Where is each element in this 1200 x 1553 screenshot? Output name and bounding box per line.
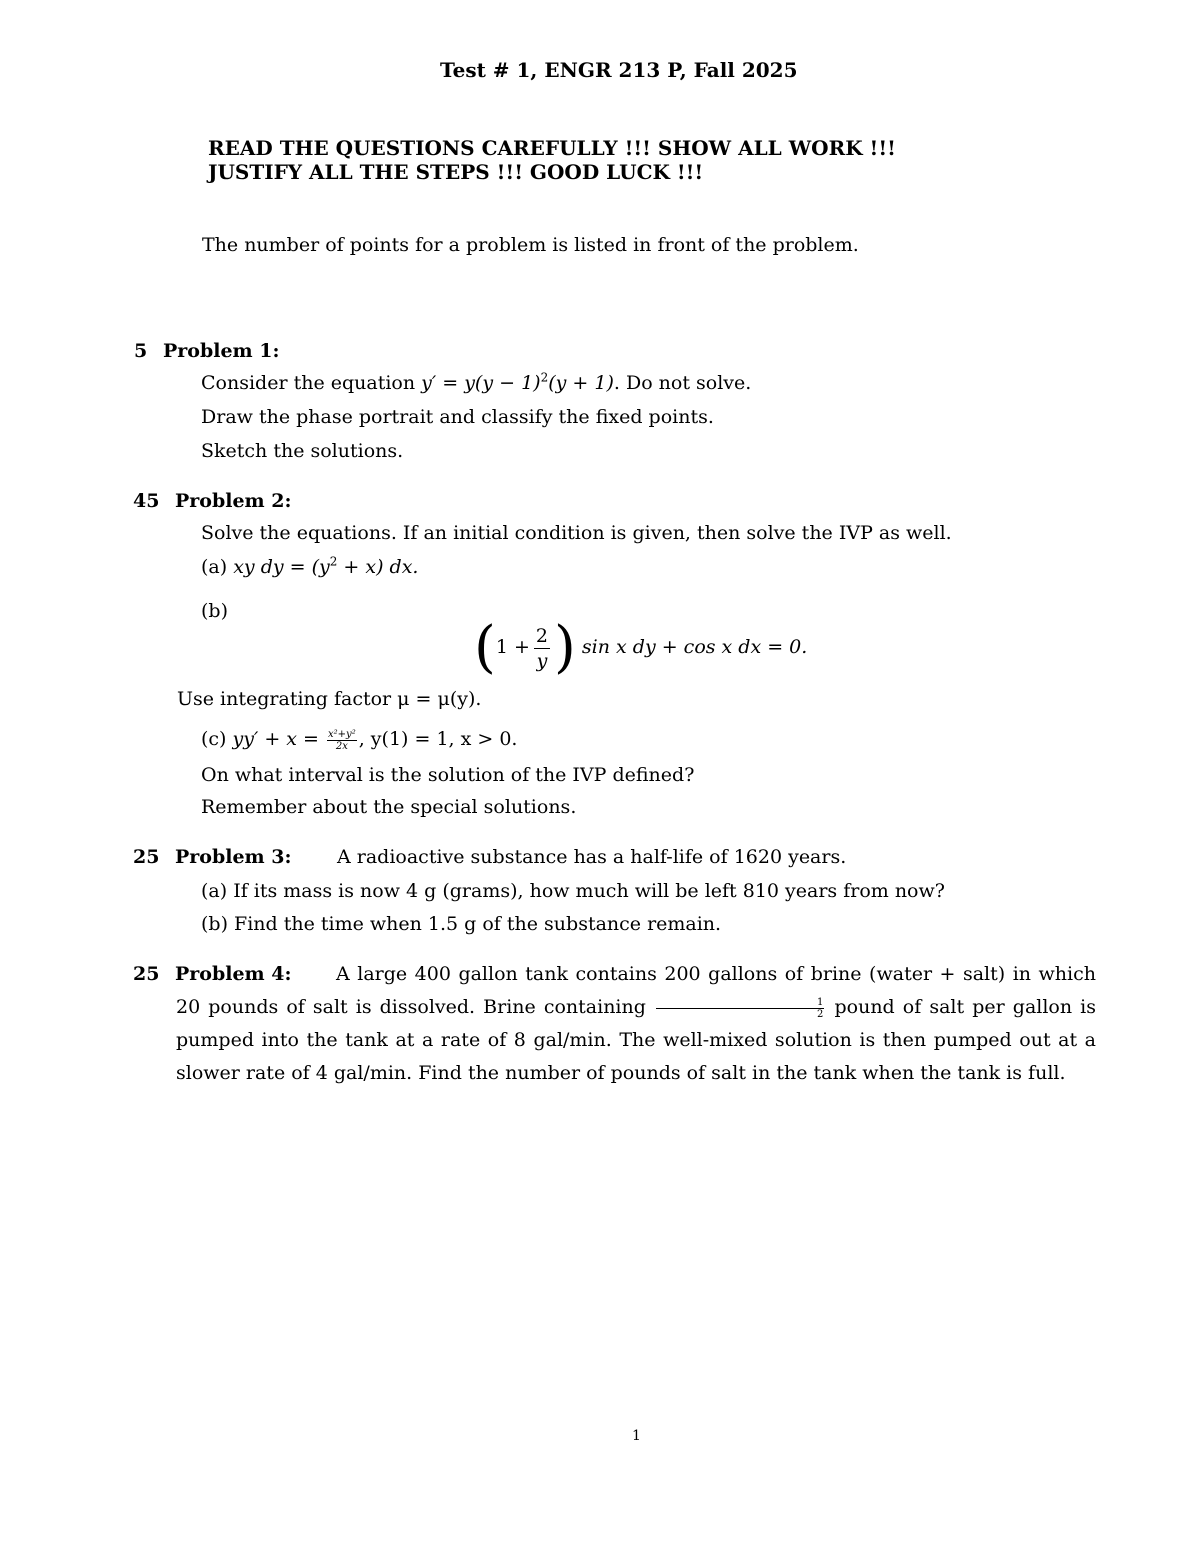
warning-line-2: JUSTIFY ALL THE STEPS !!! GOOD LUCK !!!: [208, 160, 704, 184]
problem-3-part-b: (b) Find the time when 1.5 g of the substance remain.: [201, 913, 722, 935]
problem-1-line-3: Sketch the solutions.: [201, 440, 404, 462]
problem-2-part-a: (a) xy dy = $(y^2 + x)$ dx.: [201, 554, 419, 578]
page-number: 1: [632, 1428, 641, 1444]
problem-1-points: 5: [134, 340, 148, 362]
page-title: Test # 1, ENGR 213 P, Fall 2025: [440, 58, 798, 82]
problem-2-part-c: (c) yy′ + x = $\frac{\text{x²+y²}}{2x}$ , y(1) = 1, x > 0.: [201, 728, 518, 752]
problem-3-points: 25: [133, 846, 160, 868]
problem-1-label: Problem 1:: [163, 340, 280, 362]
problem-2-part-b-equation: (1 + $\frac{2}{y}$ ) sin x dy + cos x dx = 0.: [474, 615, 808, 680]
problem-3-label: Problem 3:: [175, 846, 292, 868]
problem-4-points: 25: [133, 963, 160, 985]
problem-2-part-c-line-3: Remember about the special solutions.: [201, 796, 577, 818]
problem-2-intro: Solve the equations. If an initial condition is given, then solve the IVP as well.: [201, 522, 952, 544]
problem-1-line-2: Draw the phase portrait and classify the fixed points.: [201, 406, 714, 428]
problem-3-intro: A radioactive substance has a half-life of 1620 years.: [337, 846, 847, 868]
problem-2-part-b-note: Use integrating factor μ = μ(y).: [177, 688, 482, 710]
problem-4-label: Problem 4:: [175, 963, 292, 985]
problem-2-label: Problem 2:: [175, 490, 292, 512]
warning-line-1: READ THE QUESTIONS CAREFULLY !!! SHOW ALL WORK !!!: [208, 136, 896, 160]
problem-2-part-c-line-2: On what interval is the solution of the IVP defined?: [201, 764, 695, 786]
problem-3-part-a: (a) If its mass is now 4 g (grams), how much will be left 810 years from now?: [201, 880, 945, 902]
problem-4-text: A large 400 gallon tank contains 200 gallons of brine (water + salt) in which 20 pounds of salt is dissolved. Brine containing $\frac{1}{2}$ pound of salt per gallon is pumped into the tank at a rate of 8 gal/min. The well-mixed solution is then pumped out at a slower rate of 4 gal/min. Find the number of pounds of salt in the tank when the tank is full.: [176, 963, 1097, 1084]
problem-2-part-b-label: (b): [201, 600, 228, 622]
problem-2-points: 45: [133, 490, 160, 512]
problem-1-line-1: Consider the equation $y' = y(y - 1)^2(y + 1)$. Do not solve.: [201, 370, 752, 394]
intro-text: The number of points for a problem is listed in front of the problem.: [202, 234, 859, 256]
